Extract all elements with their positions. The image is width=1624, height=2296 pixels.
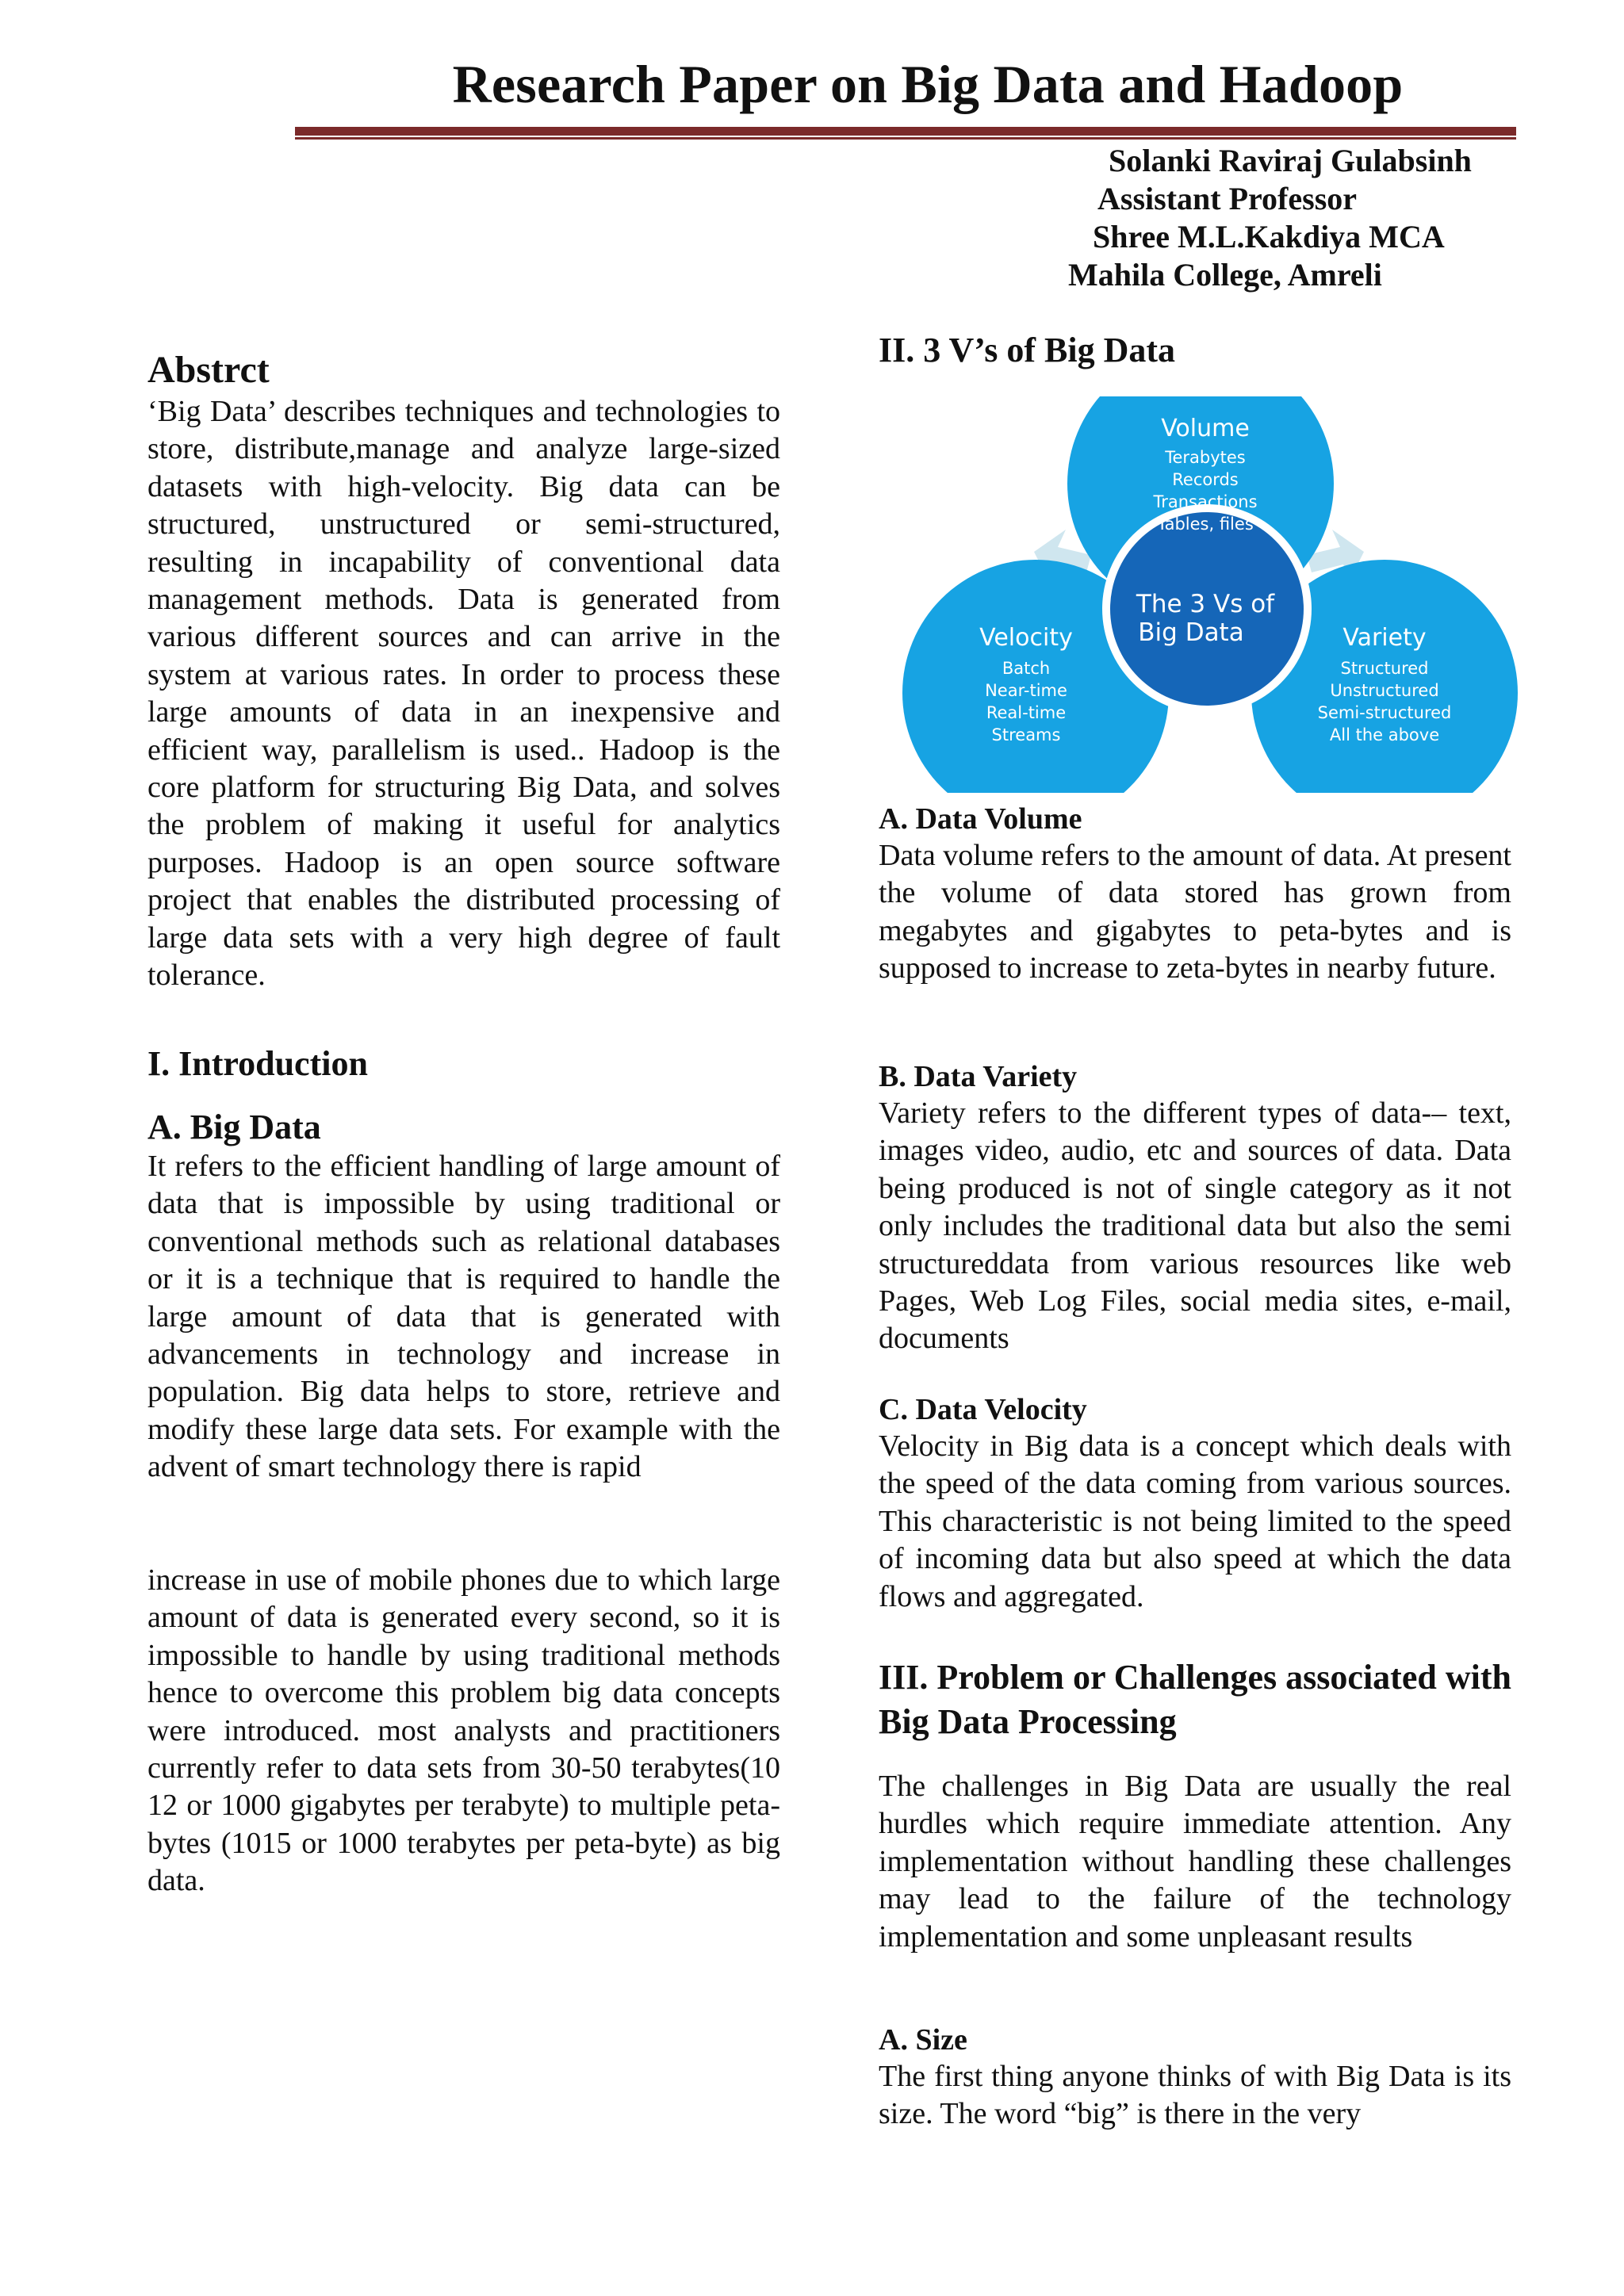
center-title-line-1: The 3 Vs of [1136,590,1275,618]
data-variety-body: Variety refers to the different types of data-– text, images video, audio, etc and sources of data. Data being produced is not of single category as it not only includes the traditional data but also the semi structureddata from various resources like web Pages, Web Log Files, social media sites, e-mail, documents [879,1096,1511,1356]
size-heading: A. Size [879,2023,967,2057]
challenges-body: The challenges in Big Data are usually the real hurdles which require immediate attention. Any implementation without handling these challenges may lead to the failure of the technology implementation and some unpleasant results [879,1770,1511,1954]
challenges-heading: III. Problem or Challenges associated with Big Data Processing [879,1658,1511,1741]
variety-item: Structured [1340,659,1429,678]
data-variety-heading: B. Data Variety [879,1060,1078,1093]
variety-item: All the above [1329,725,1440,744]
data-volume-heading: A. Data Volume [879,802,1082,836]
three-vs-diagram-svg [879,396,1519,793]
author-name: Solanki Raviraj Gulabsinh [1109,143,1472,178]
paper-title: Research Paper on Big Data and Hadoop [452,54,1404,114]
variety-item: Semi-structured [1317,703,1452,722]
variety-title: Variety [1342,624,1427,652]
data-volume-body: Data volume refers to the amount of data. At present the volume of data stored has grown from megabytes and gigabytes to peta-bytes and is supposed to increase to zeta-bytes in nearby future. [879,839,1511,985]
velocity-item: Streams [991,725,1061,744]
center-title-line-2: Big Data [1138,618,1244,647]
three-vs-heading: II. 3 V’s of Big Data [879,331,1176,369]
left-column [147,0,780,2296]
volume-item: Records [1172,470,1239,489]
right-column [879,0,1511,2296]
velocity-item: Real-time [986,703,1067,722]
three-vs-diagram [879,396,1519,793]
data-velocity-heading: C. Data Velocity [879,1393,1087,1426]
big-data-subheading: A. Big Data [147,1108,321,1146]
velocity-item: Batch [1002,659,1051,678]
big-data-paragraph-2: increase in use of mobile phones due to which large amount of data is generated every second, so it is impossible to handle by using traditional methods hence to overcome this problem big data concepts were introduced. most analysts and practitioners currently refer to data sets from 30-50 terabytes(10 12 or 1000 gigabytes per terabyte) to multiple peta-bytes (1015 or 1000 terabytes per peta-byte) as big data. [147,1563,780,1898]
abstract-body: ‘Big Data’ describes techniques and technologies to store, distribute,manage and analyze large-sized datasets with high-velocity. Big data can be structured, unstructured or semi-structured, resulting in incapability of conventional data management methods. Data is generated from various different sources and can arrive in the system at various rates. In order to process these large amounts of data in an inexpensive and efficient way, parallelism is used.. Hadoop is the core platform for structuring Big Data, and solves the problem of making it useful for analytics purposes. Hadoop is an open source software project that enables the distributed processing of large data sets with a very high degree of fault tolerance. [147,395,780,993]
big-data-paragraph-1: It refers to the efficient handling of large amount of data that is impossible by using traditional or conventional methods such as relational databases or it is a technique that is required to handle the large amount of data that is generated with advancements in technology and increase in population. Big data helps to store, retrieve and modify these large data sets. For example with the advent of smart technology there is rapid [147,1150,780,1484]
volume-item: Terabytes [1165,448,1246,467]
velocity-title: Velocity [979,624,1073,652]
variety-item: Unstructured [1330,681,1439,700]
volume-item: Transactions [1153,492,1258,511]
introduction-heading: I. Introduction [147,1044,368,1083]
volume-item: Tables, files [1157,515,1254,534]
abstract-heading: Abstrct [147,349,270,391]
volume-title: Volume [1161,415,1250,442]
data-velocity-body: Velocity in Big data is a concept which deals with the speed of the data coming from various sources. This characteristic is not being limited to the speed of incoming data but also speed at which the data flows and aggregated. [879,1429,1511,1613]
author-location: Mahila College, Amreli [1068,257,1382,293]
velocity-item: Near-time [985,681,1067,700]
author-affiliation: Shree M.L.Kakdiya MCA [1093,219,1445,254]
author-position: Assistant Professor [1097,181,1358,216]
size-body: The first thing anyone thinks of with Big Data is its size. The word “big” is there in the very [879,2060,1511,2131]
